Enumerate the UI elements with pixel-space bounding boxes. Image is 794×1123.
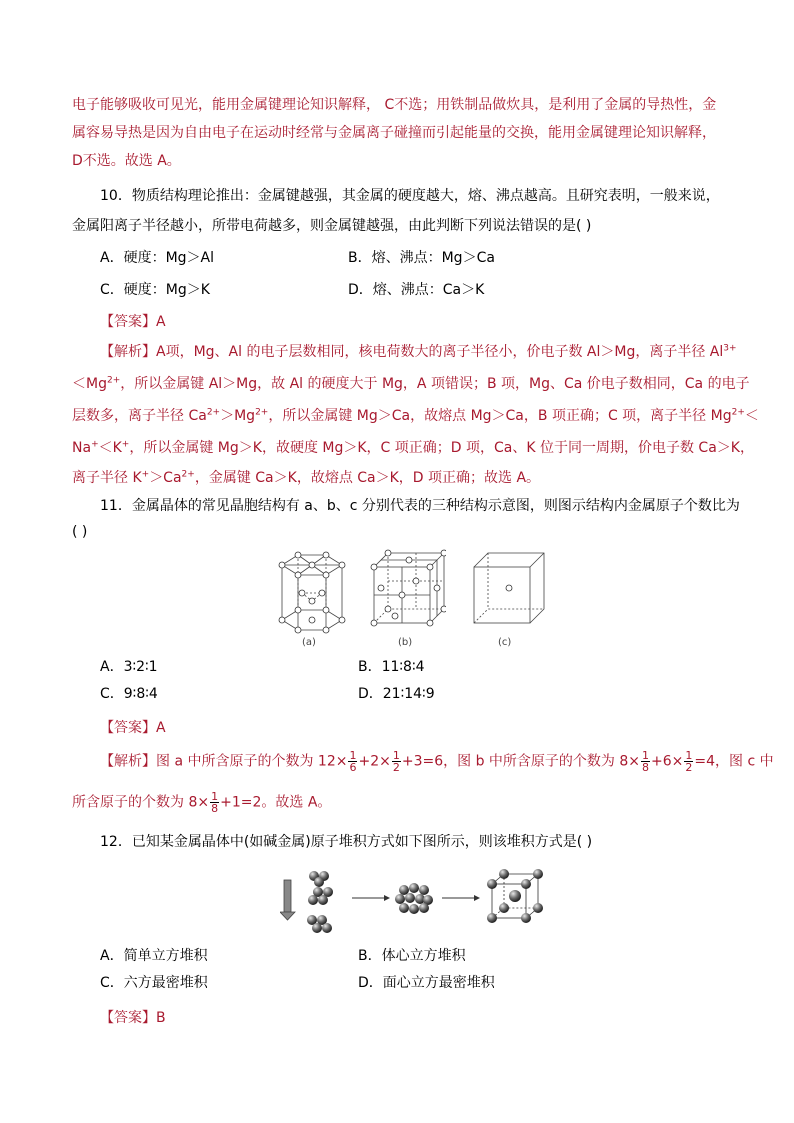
answer-value: A: [156, 720, 166, 736]
q10-stem-2: 金属阳离子半径越小，所带电荷越多，则金属键越强，由此判断下列说法错误的是( ): [72, 218, 592, 234]
q12-stem: 12．已知某金属晶体中(如碱金属)原子堆积方式如下图所示，则该堆积方式是( ): [100, 834, 593, 850]
down-arrow-icon: [280, 880, 295, 920]
q10-analysis-2: [72, 374, 750, 394]
answer-value: B: [156, 1010, 166, 1026]
q11-option-d: D．21∶14∶9: [358, 686, 435, 702]
analysis-text: +6×: [651, 753, 684, 770]
denominator: 2: [685, 761, 693, 774]
q10-stem-1: 10．物质结构理论推出：金属键越强，其金属的硬度越大，熔、沸点越高。且研究表明，一般来说，: [100, 188, 720, 204]
q11-option-a: A．3∶2∶1: [100, 659, 158, 675]
q10-option-a: A．硬度：Mg＞Al: [100, 250, 215, 266]
q10-option-d: D．熔、沸点：Ca＞K: [348, 282, 485, 298]
intro-line-1: 电子能够吸收可见光，能用金属键理论知识解释， C不选；用铁制品做炊具，是利用了金属的导热性，金: [72, 97, 717, 113]
denominator: 8: [211, 802, 219, 815]
numerator: 1: [642, 749, 650, 762]
q12-answer: [100, 1008, 166, 1028]
superscript: +: [141, 469, 150, 480]
analysis-text: =4，图 c 中: [694, 753, 774, 770]
answer-value: A: [156, 314, 166, 330]
analysis-text: ＜K: [98, 440, 122, 456]
analysis-text: 层数多，离子半径 Ca: [72, 408, 207, 424]
answer-tag: 【答案】: [100, 1010, 156, 1026]
analysis-text: ＜: [744, 408, 759, 424]
intro-line-3: D不选。故选 A。: [72, 153, 181, 169]
q12-option-c: C．六方最密堆积: [100, 975, 208, 991]
q11-analysis-1: [100, 750, 774, 773]
fraction: [348, 750, 357, 773]
superscript: +: [121, 439, 130, 450]
q10-analysis-1: [100, 342, 737, 362]
analysis-text: +1=2。故选 A。: [220, 794, 332, 811]
q11-answer: [100, 718, 166, 738]
analysis-tag: 【解析】: [100, 753, 156, 770]
analysis-text: ，所以金属键 Al＞Mg，故 Al 的硬度大于 Mg，A 项错误；B 项，Mg、Ca 价电子数相同，Ca 的电子: [120, 376, 750, 392]
analysis-text: ＜Mg: [72, 376, 107, 392]
q10-analysis-4: [72, 438, 754, 458]
superscript: +: [91, 439, 99, 450]
figure-label-a: (a): [302, 637, 316, 648]
q10-option-b: B．熔、沸点：Mg＞Ca: [348, 250, 495, 266]
numerator: 1: [392, 749, 400, 762]
figure-label-b: (b): [398, 637, 413, 648]
atom-stacking-figure: [280, 868, 550, 940]
intro-line-2: 属容易导热是因为自由电子在运动时经常与金属离子碰撞而引起能量的交换，能用金属键理论知识解释，: [72, 125, 716, 141]
q12-option-d: D．面心立方最密堆积: [358, 975, 495, 991]
analysis-tag: 【解析】: [100, 344, 156, 360]
q11-stem-1: 11．金属晶体的常见晶胞结构有 a、b、c 分别代表的三种结构示意图，则图示结构内金属原子个数比为: [100, 498, 740, 514]
q10-answer: [100, 312, 166, 332]
fraction: [684, 750, 693, 773]
analysis-text: ，所以金属键 Mg＞K，故硬度 Mg＞K，C 项正确；D 项，Ca、K 位于同一周期，价电子数 Ca＞K，: [129, 440, 754, 456]
answer-tag: 【答案】: [100, 314, 156, 330]
analysis-text: ，所以金属键 Mg＞Ca，故熔点 Mg＞Ca，B 项正确；C 项，离子半径 Mg: [268, 408, 732, 424]
superscript: 2+: [731, 407, 745, 418]
q11-analysis-2: [72, 791, 331, 814]
denominator: 6: [349, 761, 357, 774]
analysis-text: ，金属键 Ca＞K，故熔点 Ca＞K，D 项正确；故选 A。: [194, 470, 541, 486]
analysis-text: 图 a 中所含原子的个数为 12×: [156, 753, 348, 770]
crystal-cell-fcc-figure: [366, 545, 446, 640]
q11-option-b: B．11∶8∶4: [358, 659, 425, 675]
fraction: [210, 791, 219, 814]
fraction: [641, 750, 650, 773]
analysis-text: +2×: [358, 753, 391, 770]
q12-option-a: A．简单立方堆积: [100, 948, 208, 964]
q12-option-b: B．体心立方堆积: [358, 948, 466, 964]
superscript: 2+: [255, 407, 269, 418]
analysis-text: 所含原子的个数为 8×: [72, 794, 210, 811]
q11-option-c: C．9∶8∶4: [100, 686, 158, 702]
right-arrow-icon: [352, 895, 390, 901]
superscript: 3+: [723, 343, 737, 354]
numerator: 1: [349, 749, 357, 762]
superscript: 2+: [106, 375, 121, 386]
q11-stem-2: ( ): [72, 524, 88, 540]
analysis-text: A项，Mg、Al 的电子层数相同，核电荷数大的离子半径小，价电子数 Al＞Mg，离子半径 Al: [156, 344, 724, 360]
denominator: 2: [392, 761, 400, 774]
numerator: 1: [211, 790, 219, 803]
analysis-text: +3=6，图 b 中所含原子的个数为 8×: [401, 753, 641, 770]
superscript: 2+: [206, 407, 221, 418]
crystal-cell-bcc-figure: [466, 545, 546, 640]
q10-analysis-5: [72, 468, 540, 488]
analysis-text: 离子半径 K: [72, 470, 142, 486]
analysis-text: ＞Mg: [220, 408, 256, 424]
numerator: 1: [685, 749, 693, 762]
q10-analysis-3: [72, 406, 759, 426]
analysis-text: ＞Ca: [149, 470, 182, 486]
q10-option-c: C．硬度：Mg＞K: [100, 282, 210, 298]
answer-tag: 【答案】: [100, 720, 156, 736]
superscript: 2+: [181, 469, 195, 480]
analysis-text: Na: [72, 440, 92, 456]
right-arrow-icon: [442, 895, 480, 901]
figure-label-c: (c): [498, 637, 512, 648]
fraction: [392, 750, 401, 773]
denominator: 8: [642, 761, 650, 774]
